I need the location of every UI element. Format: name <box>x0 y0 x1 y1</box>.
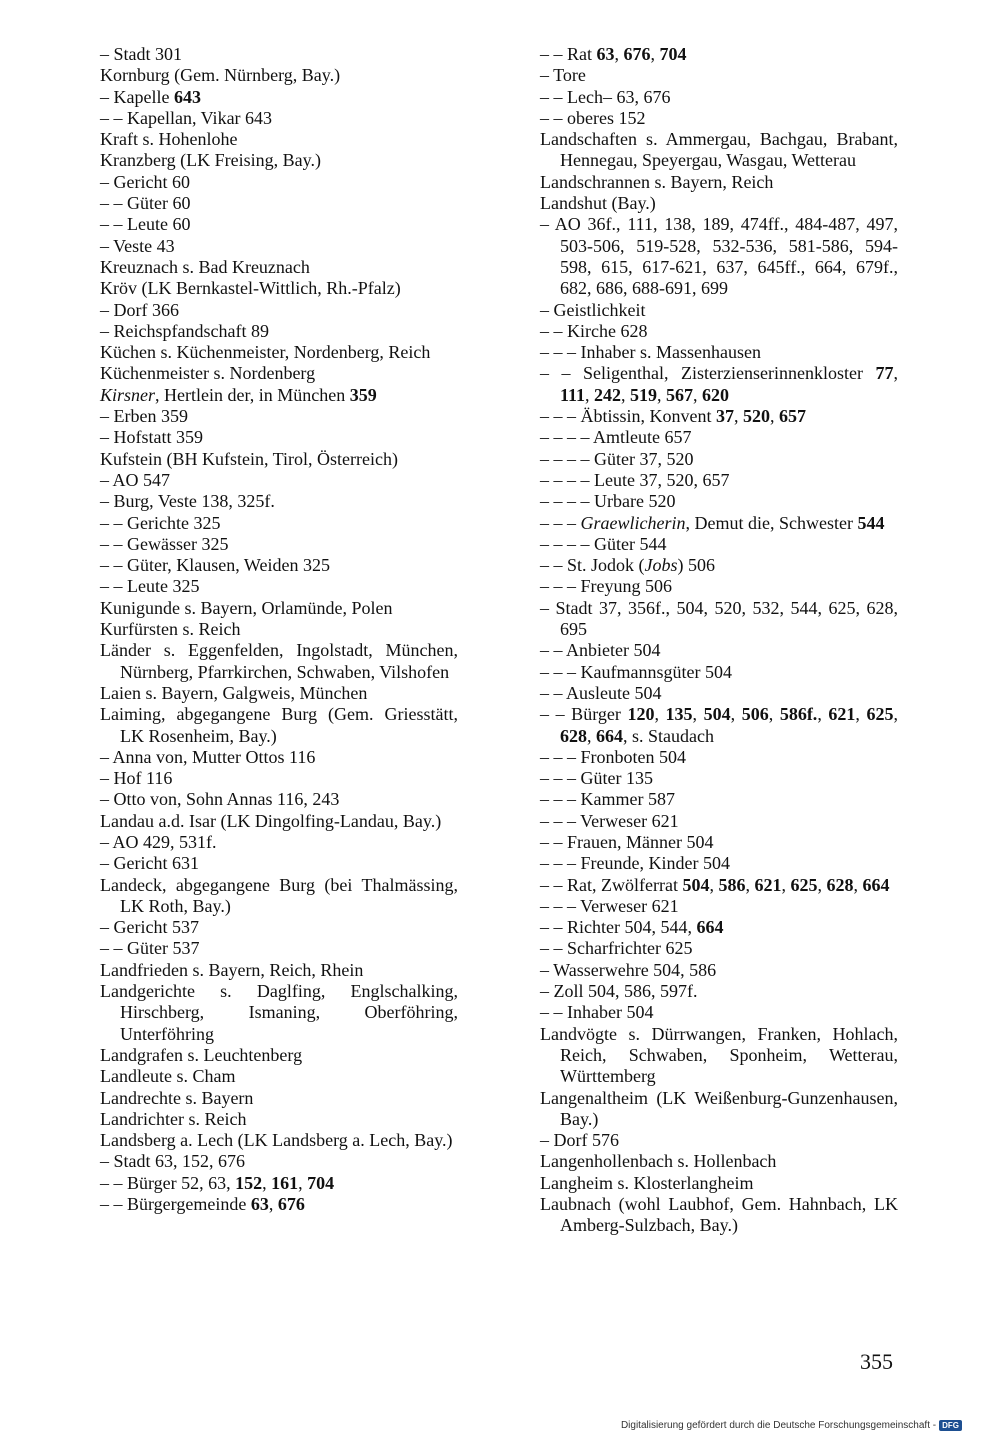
entry-text: – Veste 43 <box>100 235 175 256</box>
entry-text: Landrichter s. Reich <box>100 1108 247 1129</box>
index-entry <box>540 1088 898 1131</box>
entry-text: , <box>734 406 744 427</box>
index-entry <box>100 1045 458 1066</box>
index-entry <box>100 938 458 959</box>
index-entry <box>100 981 458 1045</box>
index-entry <box>100 385 458 406</box>
entry-bold-ref: 625 <box>866 704 894 725</box>
index-entry <box>100 1066 458 1087</box>
entry-text: Landfrieden s. Bayern, Reich, Rhein <box>100 959 364 980</box>
index-entry <box>540 172 898 193</box>
entry-bold-ref: 519 <box>630 384 658 405</box>
entry-text: – – – Kaufmannsgüter 504 <box>540 661 732 682</box>
index-entry <box>540 300 898 321</box>
entry-text: – Burg, Veste 138, 325f. <box>100 491 275 512</box>
entry-text: , <box>614 44 624 64</box>
index-entry <box>100 747 458 768</box>
index-entry <box>540 555 898 576</box>
index-entry <box>100 576 458 597</box>
entry-text: – – Güter 537 <box>100 938 200 959</box>
index-entry <box>100 214 458 235</box>
index-entry <box>100 257 458 278</box>
entry-italic-text: Kirsner <box>100 384 156 405</box>
index-entry <box>540 449 898 470</box>
entry-text: , <box>781 874 791 895</box>
entry-text: , <box>709 874 719 895</box>
entry-bold-ref: 63 <box>596 44 615 64</box>
index-entry <box>540 640 898 661</box>
entry-text: Laien s. Bayern, Galgweis, München <box>100 682 368 703</box>
entry-italic-text: Jobs <box>644 555 678 576</box>
entry-text: , <box>893 704 898 725</box>
index-entry <box>540 853 898 874</box>
dfg-logo-icon: DFG <box>939 1420 962 1431</box>
index-entry <box>100 491 458 512</box>
entry-text: , <box>692 704 704 725</box>
index-entry <box>100 236 458 257</box>
index-entry <box>540 1002 898 1023</box>
index-entry <box>100 172 458 193</box>
entry-bold-ref: 242 <box>594 384 622 405</box>
index-entry <box>540 87 898 108</box>
index-entry <box>540 321 898 342</box>
entry-text: , <box>587 725 596 746</box>
index-entry <box>100 129 458 150</box>
entry-text: – – – – Amtleute 657 <box>540 427 692 448</box>
entry-text: – – Gerichte 325 <box>100 512 221 533</box>
index-entry <box>100 1130 458 1151</box>
entry-bold-ref: 520 <box>743 406 771 427</box>
entry-text: – – – Verweser 621 <box>540 895 679 916</box>
index-entry <box>100 406 458 427</box>
entry-text: Landschaften s. Ammergau, Bachgau, Brabant, Hennegau, Speyergau, Wasgau, Wetterau <box>540 129 898 171</box>
entry-text: – – Güter, Klausen, Weiden 325 <box>100 555 330 576</box>
index-column-right <box>540 44 898 1237</box>
index-entry <box>540 789 898 810</box>
entry-bold-ref: 621 <box>828 704 856 725</box>
entry-text: – – Seligenthal, Zisterzienserinnenkloster <box>540 363 876 384</box>
entry-text: – AO 36f., 111, 138, 189, 474ff., 484-487, 497, 503-506, 519-528, 532-536, 581-586, 594-598, 615, 617-621, 637, 645ff., 664, 679f., 682, 686, 688-691, 699 <box>540 214 898 299</box>
entry-text: – – Lech– 63, 676 <box>540 86 671 107</box>
entry-text: Kranzberg (LK Freising, Bay.) <box>100 150 321 171</box>
index-column-left <box>100 44 458 1215</box>
index-entry <box>540 598 898 641</box>
index-entry <box>540 704 898 747</box>
index-entry <box>100 150 458 171</box>
entry-text: Kröv (LK Bernkastel-Wittlich, Rh.-Pfalz) <box>100 278 401 299</box>
entry-text: – – Kapellan, Vikar 643 <box>100 107 273 128</box>
entry-text: – – – Freunde, Kinder 504 <box>540 853 730 874</box>
entry-text: – Kapelle <box>100 86 174 107</box>
entry-bold-ref: 620 <box>702 384 730 405</box>
entry-text: Landshut (Bay.) <box>540 193 656 214</box>
index-entry <box>540 896 898 917</box>
entry-text: , <box>853 874 863 895</box>
entry-text: , <box>657 384 667 405</box>
entry-text: – Gericht 60 <box>100 171 190 192</box>
index-entry <box>540 363 898 406</box>
index-entry <box>100 193 458 214</box>
index-entry <box>100 470 458 491</box>
entry-bold-ref: 676 <box>623 44 651 64</box>
entry-text: Kraft s. Hohenlohe <box>100 129 238 150</box>
entry-bold-ref: 628 <box>560 725 587 746</box>
entry-text: Landleute s. Cham <box>100 1066 236 1087</box>
index-entry <box>100 342 458 363</box>
entry-text: Kreuznach s. Bad Kreuznach <box>100 256 310 277</box>
entry-bold-ref: 111 <box>560 384 586 405</box>
entry-text: – Hofstatt 359 <box>100 427 203 448</box>
entry-text: Landgrafen s. Leuchtenberg <box>100 1044 303 1065</box>
index-entry <box>100 300 458 321</box>
entry-text: – – Rat <box>540 44 597 64</box>
entry-bold-ref: 628 <box>826 874 854 895</box>
index-entry <box>540 65 898 86</box>
entry-bold-ref: 586f. <box>779 704 818 725</box>
footer <box>621 1420 962 1431</box>
entry-text: Laubnach (wohl Laubhof, Gem. Hahnbach, LK Amberg-Sulzbach, Bay.) <box>540 1194 898 1236</box>
entry-text: Landrechte s. Bayern <box>100 1087 254 1108</box>
index-entry <box>100 1173 458 1194</box>
entry-italic-text: Graewlicherin <box>580 512 686 533</box>
entry-text: – Stadt 37, 356f., 504, 520, 532, 544, 625, 628, 695 <box>540 597 898 640</box>
entry-text: Landeck, abgegangene Burg (bei Thalmässing, LK Roth, Bay.) <box>100 874 458 916</box>
entry-bold-ref: 77 <box>875 363 894 384</box>
entry-text: – Geistlichkeit <box>540 299 646 320</box>
entry-text: – Stadt 301 <box>100 44 183 64</box>
index-entry <box>100 875 458 918</box>
entry-bold-ref: 704 <box>307 1172 335 1193</box>
index-entry <box>100 683 458 704</box>
entry-bold-ref: 359 <box>349 384 377 405</box>
index-entry <box>100 1109 458 1130</box>
entry-text: – – St. Jodok ( <box>540 555 645 576</box>
entry-text: – – Inhaber 504 <box>540 1002 654 1023</box>
index-entry <box>100 87 458 108</box>
entry-text: Kornburg (Gem. Nürnberg, Bay.) <box>100 65 341 86</box>
entry-text: – – Rat, Zwölferrat <box>540 874 683 895</box>
entry-text: Küchenmeister s. Nordenberg <box>100 363 316 384</box>
entry-text: – – – <box>540 512 581 533</box>
page-number: 355 <box>860 1349 893 1374</box>
index-entry <box>540 832 898 853</box>
index-entry <box>100 108 458 129</box>
index-entry <box>540 1194 898 1237</box>
entry-text: , <box>855 704 867 725</box>
entry-text: , <box>654 704 666 725</box>
entry-text: , Demut die, Schwester <box>685 512 858 533</box>
entry-text: , <box>770 406 780 427</box>
index-entry <box>100 65 458 86</box>
index-entry <box>540 513 898 534</box>
entry-text: Landau a.d. Isar (LK Dingolfing-Landau, Bay.) <box>100 810 442 831</box>
index-entry <box>540 768 898 789</box>
index-entry <box>100 640 458 683</box>
index-entry <box>540 1024 898 1088</box>
index-entry <box>540 747 898 768</box>
index-entry <box>100 1151 458 1172</box>
entry-bold-ref: 704 <box>659 44 687 64</box>
index-entry <box>540 1173 898 1194</box>
index-entry <box>100 449 458 470</box>
entry-text: – – – Inhaber s. Massenhausen <box>540 342 761 363</box>
entry-bold-ref: 135 <box>665 704 693 725</box>
index-entry <box>540 960 898 981</box>
index-entry <box>540 576 898 597</box>
index-entry <box>100 960 458 981</box>
index-entry <box>100 832 458 853</box>
entry-text: – – – Güter 135 <box>540 768 653 789</box>
index-entry <box>100 555 458 576</box>
index-entry <box>540 44 898 65</box>
entry-text: Landvögte s. Dürrwangen, Franken, Hohlach, Reich, Schwaben, Sponheim, Wetterau, Württemberg <box>540 1023 898 1087</box>
entry-text: , <box>585 384 595 405</box>
index-entry <box>100 811 458 832</box>
entry-text: , <box>768 704 780 725</box>
entry-text: – – – Äbtissin, Konvent <box>540 406 717 427</box>
entry-bold-ref: 625 <box>790 874 818 895</box>
index-entry <box>100 789 458 810</box>
index-entry <box>100 1194 458 1215</box>
entry-text: ) 506 <box>677 555 716 576</box>
entry-bold-ref: 664 <box>862 874 890 895</box>
entry-text: Landsberg a. Lech (LK Landsberg a. Lech, Bay.) <box>100 1130 453 1151</box>
index-entry <box>100 513 458 534</box>
entry-text: – – Richter 504, 544, <box>540 917 697 938</box>
entry-text: , Hertlein der, in München <box>155 384 350 405</box>
entry-text: , <box>268 1194 278 1215</box>
entry-text: – – – – Güter 37, 520 <box>540 448 694 469</box>
index-entry <box>540 917 898 938</box>
index-entry <box>540 534 898 555</box>
entry-text: , <box>650 44 660 64</box>
entry-text: – – Bürgergemeinde <box>100 1194 251 1215</box>
index-entry <box>540 811 898 832</box>
index-entry <box>100 619 458 640</box>
entry-text: – Gericht 537 <box>100 917 199 938</box>
entry-text: – Stadt 63, 152, 676 <box>100 1151 246 1172</box>
entry-text: – – – – Güter 544 <box>540 533 667 554</box>
entry-text: , <box>893 363 898 384</box>
entry-bold-ref: 567 <box>666 384 694 405</box>
entry-text: Kurfürsten s. Reich <box>100 619 241 640</box>
entry-bold-ref: 120 <box>627 704 655 725</box>
entry-text: Landschrannen s. Bayern, Reich <box>540 171 774 192</box>
index-entry <box>540 981 898 1002</box>
index-entry <box>540 129 898 172</box>
entry-text: – – Bürger 52, 63, <box>100 1172 236 1193</box>
entry-text: Kufstein (BH Kufstein, Tirol, Österreich) <box>100 448 398 469</box>
entry-text: , <box>621 384 631 405</box>
index-entry <box>100 427 458 448</box>
entry-text: Langheim s. Klosterlangheim <box>540 1172 754 1193</box>
entry-text: Laiming, abgegangene Burg (Gem. Griesstätt, LK Rosenheim, Bay.) <box>100 704 458 746</box>
entry-text: , <box>262 1172 272 1193</box>
entry-text: – Tore <box>540 65 586 86</box>
entry-text: , <box>693 384 703 405</box>
index-entry <box>100 321 458 342</box>
entry-text: – – Scharfrichter 625 <box>540 938 693 959</box>
entry-text: – – Frauen, Männer 504 <box>540 831 714 852</box>
entry-text: – Zoll 504, 586, 597f. <box>540 981 698 1002</box>
entry-bold-ref: 161 <box>271 1172 299 1193</box>
entry-text: – Dorf 576 <box>540 1130 619 1151</box>
entry-text: – – Leute 60 <box>100 214 191 235</box>
index-entry <box>540 662 898 683</box>
entry-text: – Dorf 366 <box>100 299 179 320</box>
entry-text: , <box>298 1172 308 1193</box>
index-entry <box>540 491 898 512</box>
entry-bold-ref: 664 <box>696 917 724 938</box>
entry-bold-ref: 63 <box>250 1194 269 1215</box>
entry-text: , <box>817 704 829 725</box>
index-entry <box>540 214 898 299</box>
index-entry <box>540 875 898 896</box>
entry-text: , <box>745 874 755 895</box>
entry-text: – Anna von, Mutter Ottos 116 <box>100 746 316 767</box>
index-entry <box>100 278 458 299</box>
entry-text: Langenhollenbach s. Hollenbach <box>540 1151 777 1172</box>
entry-text: – Wasserwehre 504, 586 <box>540 959 717 980</box>
entry-text: – – Leute 325 <box>100 576 200 597</box>
index-entry <box>100 534 458 555</box>
entry-text: – – Bürger <box>540 704 628 725</box>
entry-text: – – – Kammer 587 <box>540 789 675 810</box>
entry-text: – – Güter 60 <box>100 193 191 214</box>
index-entry <box>100 917 458 938</box>
entry-bold-ref: 506 <box>741 704 769 725</box>
entry-text: Küchen s. Küchenmeister, Nordenberg, Reich <box>100 342 431 363</box>
index-entry <box>540 470 898 491</box>
entry-text: – Hof 116 <box>100 768 173 789</box>
index-entry <box>540 683 898 704</box>
index-entry <box>100 44 458 65</box>
index-entry <box>100 363 458 384</box>
entry-text: – – – Freyung 506 <box>540 576 672 597</box>
entry-text: – – – Fronboten 504 <box>540 746 686 767</box>
entry-bold-ref: 657 <box>779 406 807 427</box>
index-entry <box>540 406 898 427</box>
entry-text: – Gericht 631 <box>100 853 199 874</box>
index-entry <box>100 704 458 747</box>
entry-bold-ref: 586 <box>718 874 746 895</box>
index-entry <box>100 853 458 874</box>
index-entry <box>100 768 458 789</box>
entry-text: – – Anbieter 504 <box>540 640 661 661</box>
entry-text: – – – – Leute 37, 520, 657 <box>540 469 730 490</box>
entry-text: – AO 429, 531f. <box>100 831 217 852</box>
entry-text: – – Kirche 628 <box>540 320 648 341</box>
index-entry <box>540 938 898 959</box>
entry-text: Kunigunde s. Bayern, Orlamünde, Polen <box>100 597 393 618</box>
entry-bold-ref: 37 <box>716 406 735 427</box>
index-entry <box>540 1130 898 1151</box>
index-entry <box>100 598 458 619</box>
entry-bold-ref: 643 <box>173 86 201 107</box>
index-entry <box>540 1151 898 1172</box>
entry-bold-ref: 664 <box>596 725 623 746</box>
entry-text: – Reichspfandschaft 89 <box>100 320 269 341</box>
entry-text: – – Ausleute 504 <box>540 682 662 703</box>
entry-text: , <box>817 874 827 895</box>
entry-bold-ref: 504 <box>703 704 731 725</box>
entry-text: Länder s. Eggenfelden, Ingolstadt, München, Nürnberg, Pfarrkirchen, Schwaben, Vilshofen <box>100 640 458 682</box>
footer-text: Digitalisierung gefördert durch die Deutsche Forschungsgemeinschaft - <box>620 1420 937 1431</box>
entry-text: Langenaltheim (LK Weißenburg-Gunzenhausen, Bay.) <box>540 1087 898 1129</box>
index-entry <box>100 1088 458 1109</box>
index-entry <box>540 342 898 363</box>
entry-text: , <box>730 704 742 725</box>
index-entry <box>540 193 898 214</box>
entry-text: , s. Staudach <box>623 725 714 746</box>
entry-text: – Otto von, Sohn Annas 116, 243 <box>100 789 340 810</box>
entry-text: – – oberes 152 <box>540 107 646 128</box>
entry-bold-ref: 621 <box>754 874 782 895</box>
index-entry <box>540 427 898 448</box>
entry-text: Landgerichte s. Daglfing, Englschalking, Hirschberg, Ismaning, Oberföhring, Unterföhring <box>100 981 458 1044</box>
entry-bold-ref: 152 <box>235 1172 263 1193</box>
entry-text: – Erben 359 <box>100 406 188 427</box>
entry-text: – – – Verweser 621 <box>540 810 679 831</box>
entry-text: – – Gewässer 325 <box>100 533 229 554</box>
entry-text: – AO 547 <box>100 469 171 490</box>
entry-bold-ref: 676 <box>277 1194 305 1215</box>
entry-text: – – – – Urbare 520 <box>540 491 676 512</box>
index-entry <box>540 108 898 129</box>
entry-bold-ref: 544 <box>857 512 885 533</box>
entry-bold-ref: 504 <box>682 874 710 895</box>
